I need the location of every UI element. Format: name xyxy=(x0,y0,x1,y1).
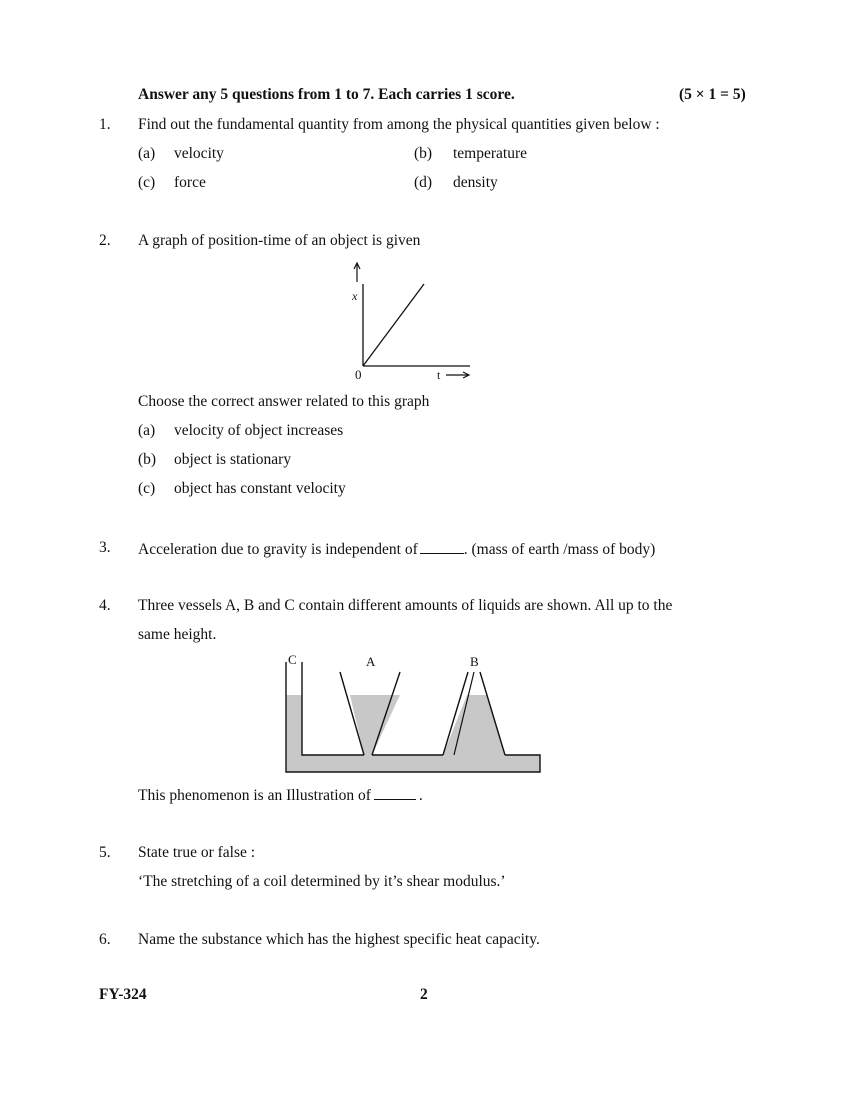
question-3-text-before: Acceleration due to gravity is independent of xyxy=(138,541,418,558)
question-1-number: 1. xyxy=(99,116,111,133)
q1-option-a-text: velocity xyxy=(174,145,224,162)
question-4-number: 4. xyxy=(99,597,111,614)
vessel-c-label: C xyxy=(288,652,297,667)
question-3-blank[interactable] xyxy=(420,539,464,554)
q1-option-c-text: force xyxy=(174,174,206,191)
question-2-prompt: Choose the correct answer related to this graph xyxy=(138,393,430,410)
question-1-text: Find out the fundamental quantity from among the physical quantities given below : xyxy=(138,116,660,133)
section-instruction: Answer any 5 questions from 1 to 7. Each carries 1 score. xyxy=(138,86,515,103)
question-5-statement: ‘The stretching of a coil determined by it’s shear modulus.’ xyxy=(138,873,506,890)
q2-option-a-text: velocity of object increases xyxy=(174,422,344,439)
liquid-fill xyxy=(286,695,540,772)
footer-page-number: 2 xyxy=(420,986,428,1003)
graph-x-label: t xyxy=(437,368,441,382)
q2-option-b-text: object is stationary xyxy=(174,451,292,468)
q2-option-c-text: object has constant velocity xyxy=(174,480,346,497)
q1-option-d-label: (d) xyxy=(414,174,433,191)
question-4-text-line1: Three vessels A, B and C contain different amounts of liquids are shown. All up to the xyxy=(138,597,673,614)
question-5-text: State true or false : xyxy=(138,844,256,861)
q1-option-d-text: density xyxy=(453,174,498,191)
footer-paper-code: FY-324 xyxy=(99,986,147,1003)
q1-option-b-text: temperature xyxy=(453,145,528,162)
question-4-text-line2: same height. xyxy=(138,626,217,643)
vessel-a-label: A xyxy=(366,654,376,669)
question-4-blank[interactable] xyxy=(374,785,416,800)
position-time-line xyxy=(363,284,424,366)
q1-option-c-label: (c) xyxy=(138,174,156,191)
question-4-text-after-end: . xyxy=(418,787,423,804)
question-3-number: 3. xyxy=(99,539,111,556)
question-4-text-after xyxy=(138,785,423,805)
question-4-text-after-before: This phenomenon is an Illustration of xyxy=(138,787,371,804)
graph-origin-label: 0 xyxy=(355,367,362,382)
question-3-text xyxy=(138,539,655,559)
vessels-figure xyxy=(282,650,544,776)
q1-option-a-label: (a) xyxy=(138,145,156,162)
vessel-b-label: B xyxy=(470,654,479,669)
position-time-graph xyxy=(340,258,480,388)
q2-option-a-label: (a) xyxy=(138,422,156,439)
question-6-text: Name the substance which has the highest specific heat capacity. xyxy=(138,931,540,948)
question-2-number: 2. xyxy=(99,232,111,249)
question-3-text-after: . (mass of earth /mass of body) xyxy=(463,541,656,558)
q1-option-b-label: (b) xyxy=(414,145,433,162)
question-2-text: A graph of position-time of an object is given xyxy=(138,232,421,249)
question-6-number: 6. xyxy=(99,931,111,948)
question-5-number: 5. xyxy=(99,844,111,861)
section-marks: (5 × 1 = 5) xyxy=(679,86,746,103)
q2-option-c-label: (c) xyxy=(138,480,156,497)
graph-y-label: x xyxy=(352,289,358,303)
q2-option-b-label: (b) xyxy=(138,451,157,468)
